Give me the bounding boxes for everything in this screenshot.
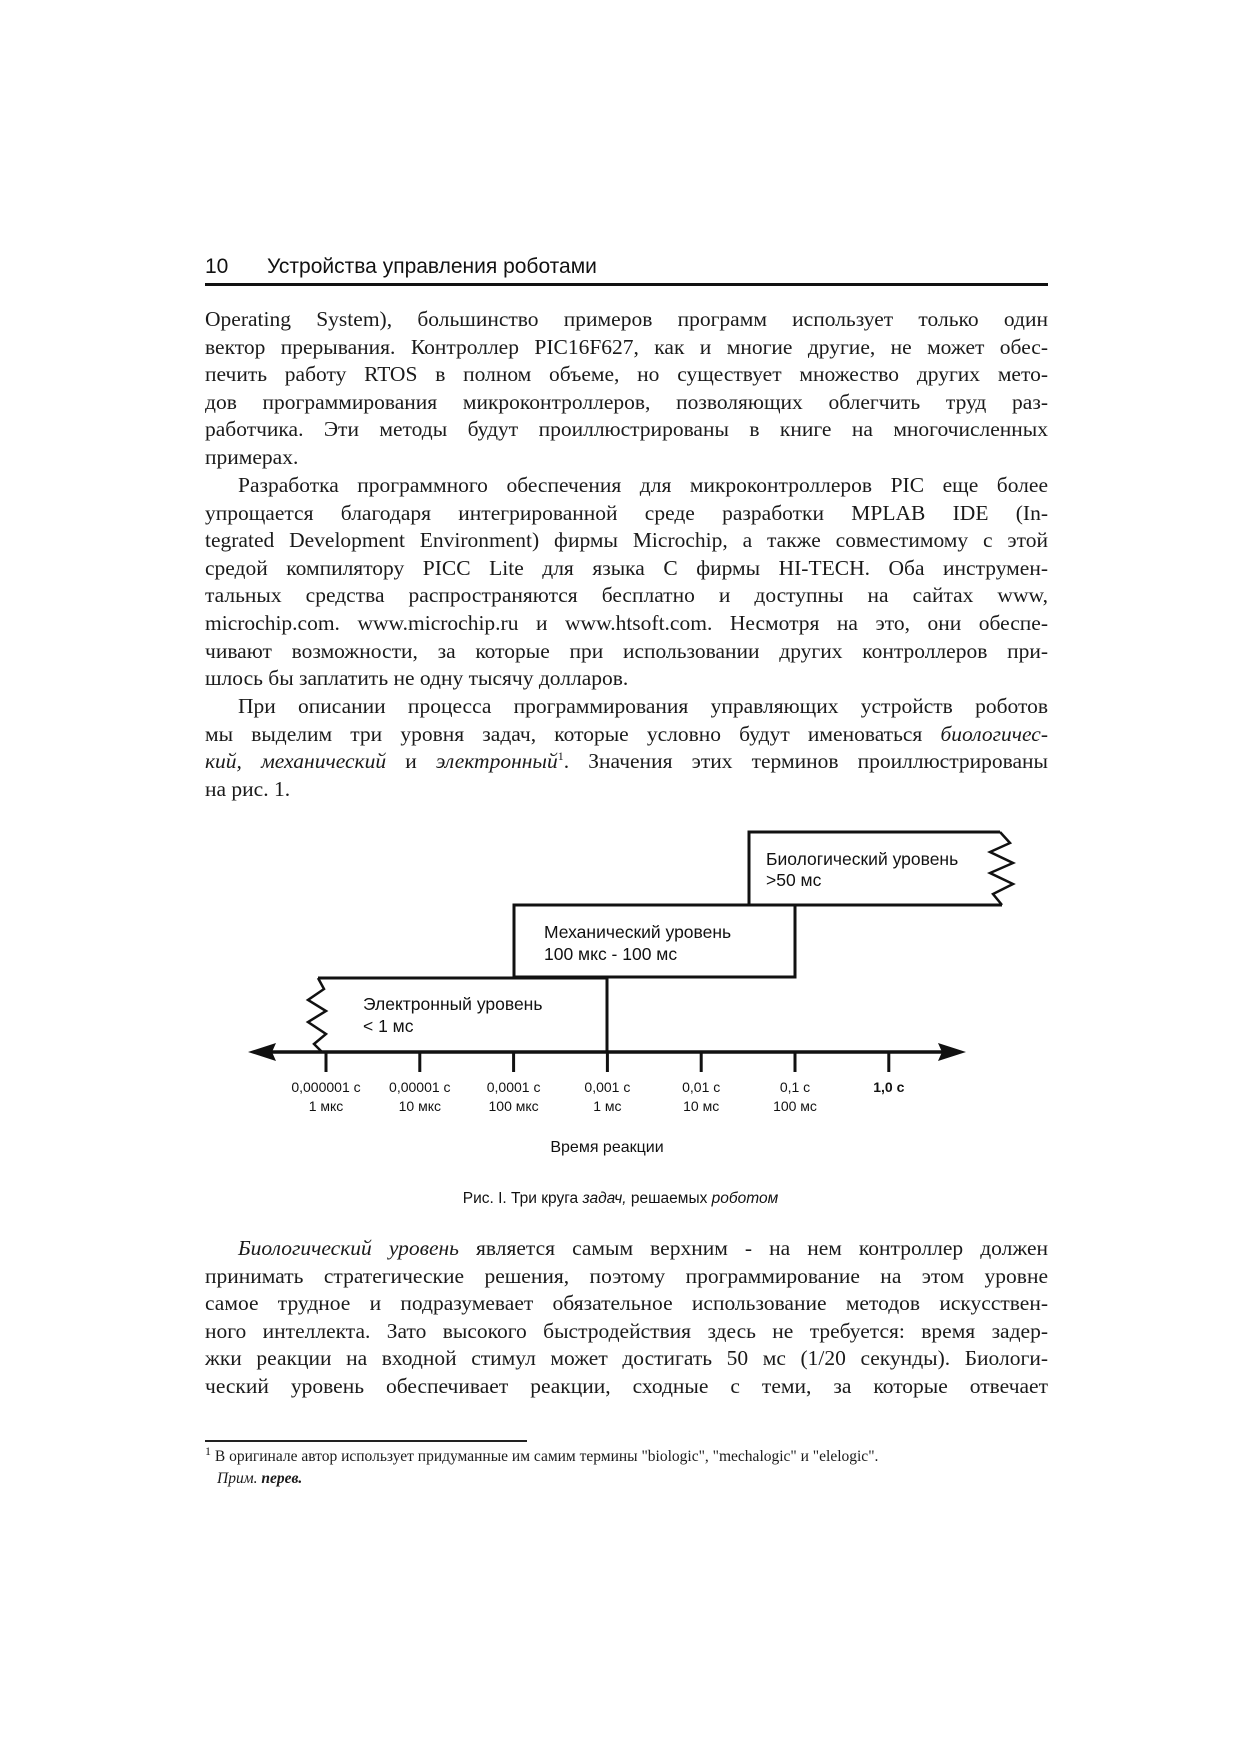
text-line: самое трудное и подразумевает обязательное использование методов искусствен- [205,1291,1048,1316]
text-line: tegrated Development Environment) фирмы Microchip, а также совместимому с этой [205,528,1048,553]
axis-label: Время реакции [550,1139,664,1156]
box-title: Биологический уровень [766,849,959,869]
text-line: примерах. [205,444,299,469]
caption-italic: задач, [582,1190,627,1207]
text-line: печить работу RTOS в полном объеме, но существует множество других мето- [205,362,1048,387]
text-line: microchip.com. www.microchip.ru и www.htsoft.com. Несмотря на это, они обеспе- [205,610,1048,635]
footnote-ref[interactable]: 1 [557,749,564,764]
tick-label-value: 0,0001 с [486,1079,541,1095]
tick-label-value: 0,01 с [682,1079,721,1095]
text-line: дов программирования микроконтроллеров, позволяющих облегчить труд раз- [205,389,1048,414]
italic-term: Биологический уровень [238,1236,459,1260]
text-line: ческий уровень обеспечивает реакции, сходные с теми, за которые отвечает [205,1373,1048,1398]
footnote-mark: 1 [205,1443,211,1458]
text-run: . Значения этих терминов проиллюстрированы [563,749,1048,774]
running-title: Устройства управления роботами [267,255,597,278]
footnote-text: В оригинале автор использует придуманные им самим термины "biologic", "mechalogic" и "elelogic". [211,1448,879,1465]
text-line: Разработка программного обеспечения для микроконтроллеров PIC еще более [238,473,1048,497]
tick-label-unit: 10 мкс [398,1098,441,1114]
text-line: Operating System), большинство примеров программ использует только один [205,307,1048,331]
box-electronic [308,978,607,1052]
tick-label-value: 0,001 с [584,1079,631,1095]
box-title: Электронный уровень [363,994,543,1014]
text-line: упрощается благодаря интегрированной среде разработки MPLAB IDE (In- [205,500,1048,525]
box-biological [749,832,1013,905]
text-line [205,748,1048,776]
tick-label-value: 0,1 с [779,1079,811,1095]
tick-label-value: 1,0 с [873,1079,905,1095]
text-line: При описании процесса программирования управляющих устройств роботов [238,694,1048,718]
tick-label-value: 0,00001 с [389,1079,451,1095]
tick-label-unit: 10 мс [683,1098,720,1114]
footnote-rule [205,1440,527,1442]
text-line: вектор прерывания. Контроллер PIC16F627, как и многие другие, не может обес- [205,334,1048,359]
text-line: на рис. 1. [205,776,291,801]
italic-term: биологичес- [940,721,1048,746]
tick-label-value: 0,000001 с [291,1079,361,1095]
paragraph-1 [205,306,1048,472]
text-line: жки реакции на входной стимул может достигать 50 мс (1/20 секунды). Биологи- [205,1346,1048,1371]
tick-label-unit: 100 мс [773,1098,817,1114]
zigzag-break-icon [308,978,326,1052]
text-line: средой компилятору PICC Lite для языка С фирмы HI-TECH. Оба инструмен- [205,555,1048,580]
footnote-line [205,1443,1048,1468]
text-line: принимать стратегические решения, поэтому программирование на этом уровне [205,1263,1048,1288]
caption-italic: роботом [711,1190,779,1207]
italic-term: электронный [435,749,558,774]
footnote [205,1443,1048,1490]
footnote-note: перев. [261,1470,303,1487]
paragraph-2 [205,472,1048,693]
header-rule [205,283,1048,286]
box-range: < 1 мс [363,1016,414,1036]
arrow-left-icon [248,1043,276,1061]
text-run: является самым верхним - на нем контроллер должен [458,1236,1048,1260]
caption-text: решаемых [626,1190,712,1207]
text-run: и [386,749,436,774]
box-range: 100 мкс - 100 мс [544,944,678,964]
figure-caption [0,1190,1241,1208]
paragraph-3 [205,693,1048,803]
box-title: Механический уровень [544,922,732,942]
tick-label-unit: 1 мкс [308,1098,344,1114]
text-line [205,721,1048,749]
footnote-note: Прим. [217,1470,258,1487]
caption-text: Рис. I. Три круга [462,1190,583,1207]
footnote-line [205,1468,1048,1490]
page-number: 10 [205,255,229,278]
zigzag-break-icon [990,832,1013,905]
text-line: чивают возможности, за которые при использовании других контроллеров при- [205,638,1048,663]
text-run: мы выделим три уровня задач, которые условно будут именоваться [205,721,941,746]
text-line: работчика. Эти методы будут проиллюстрированы в книге на многочисленных [205,417,1048,442]
text-line: ного интеллекта. Зато высокого быстродействия здесь не требуется: время задер- [205,1318,1048,1343]
box-mechanical [514,905,795,977]
paragraph-4 [205,1235,1048,1401]
text-line: шлось бы заплатить не одну тысячу долларов. [205,666,629,691]
time-axis [248,1043,966,1114]
tick-label-unit: 1 мс [593,1098,622,1114]
tick-label-unit: 100 мкс [488,1098,539,1114]
arrow-right-icon [938,1043,966,1061]
running-header [205,253,1048,283]
text-line: тальных средства распространяются бесплатно и доступны на сайтах www, [205,583,1048,608]
italic-term: кий, механический [205,749,387,774]
box-range: >50 мс [766,870,822,890]
text-line [205,1235,1048,1263]
